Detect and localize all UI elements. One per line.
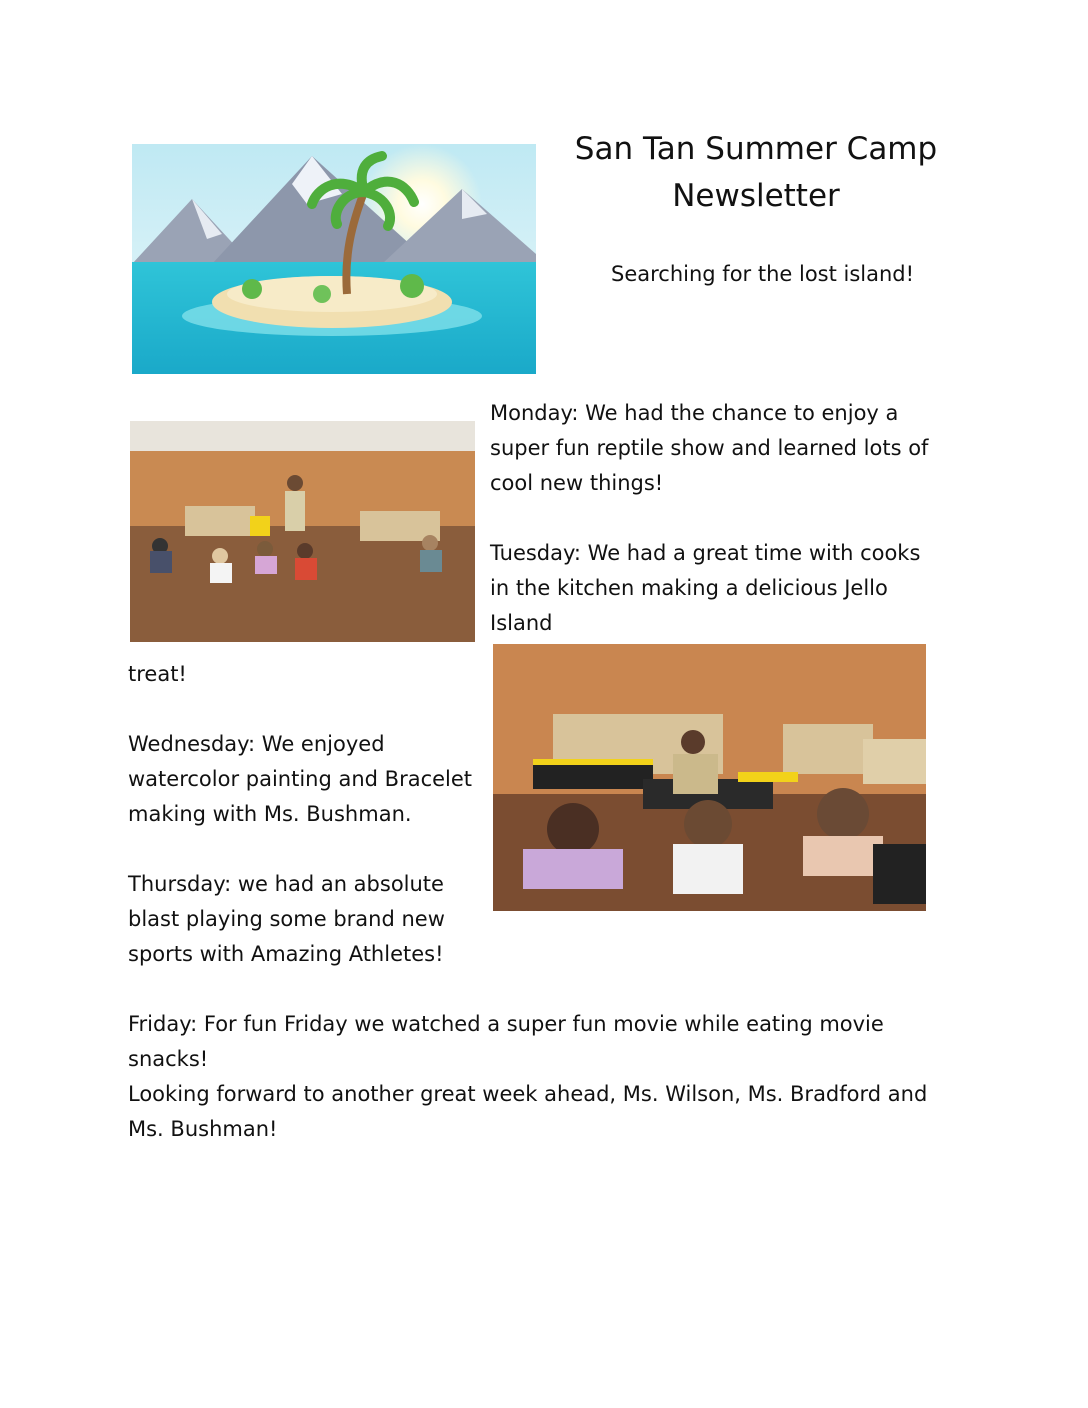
wednesday-text: Wednesday: We enjoyed watercolor painting and Bracelet making with Ms. Bushman. [128,732,473,826]
title-line-1: San Tan Summer Camp [574,131,938,167]
closing-text: Looking forward to another great week ahead, Ms. Wilson, Ms. Bradford and Ms. Bushman! [128,1082,928,1141]
newsletter-subtitle: Searching for the lost island! [611,262,915,286]
thursday-text: Thursday: we had an absolute blast playing some brand new sports with Amazing Athletes! [128,872,445,966]
reptile-show-photo [130,421,475,642]
island-illustration [132,144,536,374]
tuesday-text: Tuesday: We had a great time with cooks in the kitchen making a delicious Jello Island [490,541,921,635]
newsletter-title [560,126,952,220]
friday-text: Friday: For fun Friday we watched a super fun movie while eating movie snacks! [128,1012,884,1071]
reptile-presenter-photo [493,644,926,911]
monday-text: Monday: We had the chance to enjoy a super fun reptile show and learned lots of cool new things! [490,401,929,495]
title-line-2: Newsletter [672,178,840,214]
tuesday-text-continued: treat! [128,662,187,686]
